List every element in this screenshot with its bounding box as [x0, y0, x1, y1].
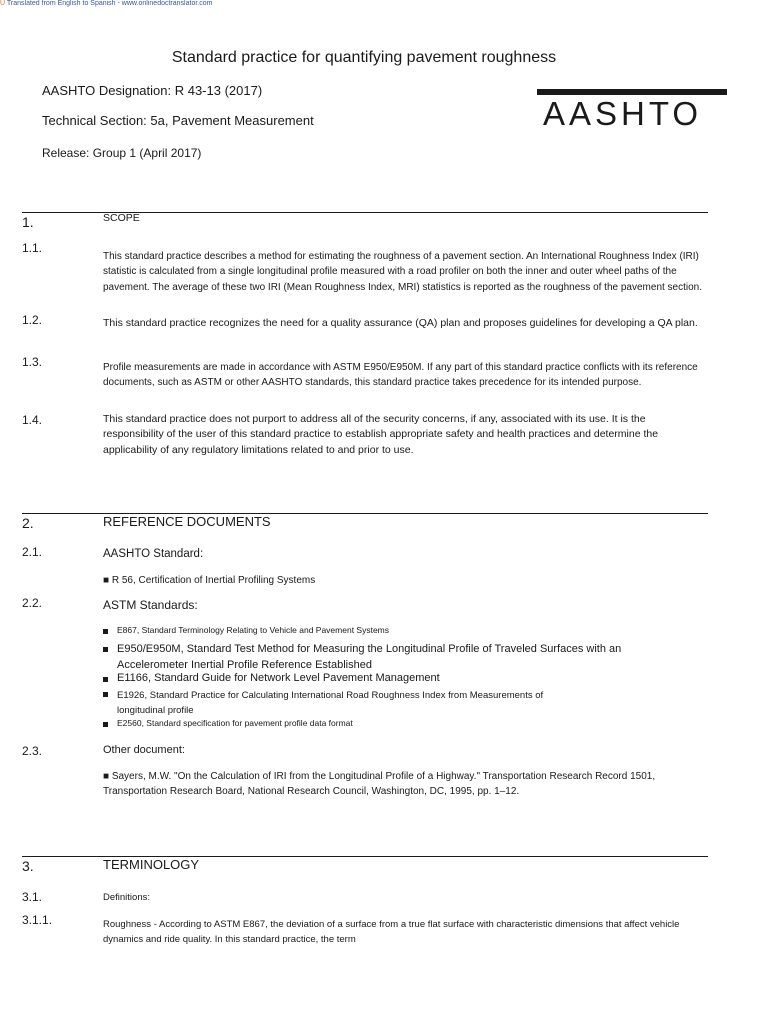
document-title: Standard practice for quantifying pavement roughness [171, 49, 557, 66]
bullet-icon [103, 677, 108, 682]
clause-number: 2.2. [22, 596, 43, 610]
clause-number: 1.2. [22, 313, 43, 327]
clause-number: 2.1. [22, 545, 43, 559]
clause-heading: ASTM Standards: [103, 598, 198, 612]
section-heading: REFERENCE DOCUMENTS [103, 514, 271, 529]
list-item-text: E2560, Standard specification for pavement profile data format [117, 718, 353, 728]
list-item [103, 688, 703, 718]
clause-number: 2.3. [22, 744, 43, 758]
clause-text: This standard practice describes a method for estimating the roughness of a pavement section. An International Roughness Index (IRI) statistic is calculated from a single longitudinal profile measured with a road profiler on both the inner and outer wheel paths of the pavement. The average of these two IRI (Mean Roughness Index, MRI) statistics is reported as the roughness of the pavement section. [103, 251, 703, 293]
translation-watermark [0, 0, 212, 7]
clause-heading: Other document: [103, 744, 185, 756]
aashto-logo [535, 87, 727, 129]
release: Release: Group 1 (April 2017) [42, 146, 202, 160]
reference-item: ■ Sayers, M.W. "On the Calculation of IRI from the Longitudinal Profile of a Highway." Transportation Research Record 1501, Transportation Research Board, National Research Council, Washington, DC, 1995, pp. 1–12. [103, 771, 656, 798]
list-item-text: E1166, Standard Guide for Network Level Pavement Management [117, 672, 440, 684]
clause-text: This standard practice does not purport to address all of the security concerns, if any, associated with its use. It is the responsibility of the user of this standard practice to establish appropriate safety and health practices and determine the applicability of any regulatory limitations related to and prior to use. [103, 413, 659, 456]
list-item [103, 672, 703, 688]
section-heading: TERMINOLOGY [103, 857, 200, 872]
list-item [103, 625, 703, 639]
section-heading: SCOPE [103, 212, 140, 224]
logo-text: AASHTO [543, 95, 703, 129]
clause-number: 1.4. [22, 413, 43, 427]
clause-number: 3.1.1. [22, 913, 53, 927]
list-item-text: E950/E950M, Standard Test Method for Measuring the Longitudinal Profile of Traveled Surfaces with an Accelerometer Inertial Profile Reference Established [117, 643, 622, 671]
bullet-icon [103, 647, 108, 652]
translator-icon: U [0, 0, 6, 7]
clause-text: This standard practice recognizes the need for a quality assurance (QA) plan and proposes guidelines for developing a QA plan. [103, 317, 698, 329]
bullet-icon [103, 722, 108, 727]
list-item [103, 718, 703, 732]
bullet-icon [103, 692, 108, 697]
clause-number: 3.1. [22, 890, 43, 904]
clause-text: Profile measurements are made in accordance with ASTM E950/E950M. If any part of this standard practice conflicts with its reference documents, such as ASTM or other AASHTO standards, this standard practice takes precedence for its intended purpose. [103, 362, 698, 389]
clause-number: 1.3. [22, 355, 43, 369]
watermark-text: Translated from English to Spanish - www.onlinedoctranslator.com [6, 0, 213, 7]
reference-item: ■ R 56, Certification of Inertial Profiling Systems [103, 575, 316, 586]
list-item-text: E1926, Standard Practice for Calculating International Road Roughness Index from Measurements of longitudinal profile [117, 690, 544, 716]
clause-heading: AASHTO Standard: [103, 548, 204, 560]
section-number: 3. [22, 858, 34, 874]
section-number: 2. [22, 515, 34, 531]
section-number: 1. [22, 214, 34, 230]
list-item [103, 642, 703, 674]
list-item-text: E867, Standard Terminology Relating to Vehicle and Pavement Systems [117, 625, 389, 635]
clause-heading: Definitions: [103, 892, 150, 903]
clause-number: 1.1. [22, 241, 43, 255]
clause-text: Roughness - According to ASTM E867, the deviation of a surface from a true flat surface with characteristic dimensions that affect vehicle dynamics and ride quality. In this standard practice, the term [103, 919, 680, 946]
technical-section: Technical Section: 5a, Pavement Measurement [42, 113, 314, 128]
designation: AASHTO Designation: R 43-13 (2017) [42, 83, 263, 98]
bullet-icon [103, 629, 108, 634]
